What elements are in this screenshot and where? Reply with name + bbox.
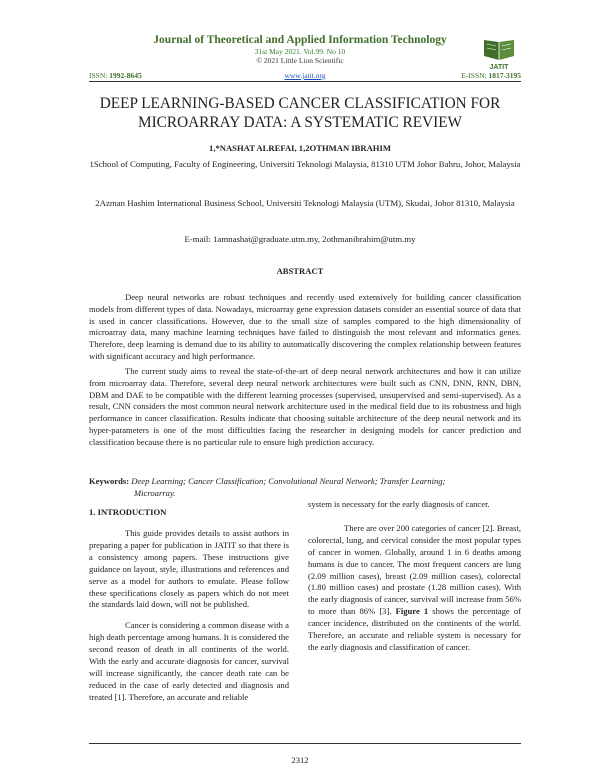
right-column [308, 499, 521, 663]
eissn: E-ISSN: 1817-3195 [461, 71, 521, 80]
paper-title: DEEP LEARNING-BASED CANCER CLASSIFICATION FOR MICROARRAY DATA: A SYSTEMATIC REVIEW [99, 95, 501, 131]
copyright: © 2021 Little Lion Scientific [256, 56, 344, 65]
email-line: E-mail: 1amnashat@graduate.utm.my, 2othmanibrahim@utm.my [184, 234, 416, 244]
keywords-text: Deep Learning; Cancer Classification; Convolutional Neural Network; Transfer Learning; [131, 476, 446, 486]
abstract-paragraph-2: The current study aims to reveal the state-of-the-art of deep neural network architectures and how it can utilize from microarray data. Therefore, several deep neural network architectures were built such as CNN, DNN, RNN, DBN, DBM and DAE to be compatible with the different learning processes (supervised, unsupervised and semi-supervised). As a result, CNN considers the most common neural network architecture used in the medical field due to its robustness and high performance in cancer classification. Results indicate that choosing suitable architecture of the deep neural network and its hyper-parameters is one of the most difficulties facing the researcher in designing models for cancer prediction and classification because there is no particular rule to ensure high prediction accuracy. [89, 366, 521, 447]
intro-paragraph-4: There are over 200 categories of cancer [2]. Breast, colorectal, lung, and cervical consider the most popular types of cancer in women. Globally, around 1 in 6 deaths among humans is due to cancer. The most frequent cancers are lung (2.09 million cases), breast (2.09 million cases), colorectal (1.80 million cases) and prostate (1.28 million cases). With the early diagnosis of cancer, survival will increase from 56% to more than 86% [3]. Figure 1 shows the percentage of cancer incidence, distributed on the continents of the world. Therefore, an accurate and reliable system is necessary for the early diagnosis and classification of cancer. [308, 522, 521, 652]
keywords-text-cont: Microarray. [134, 488, 176, 498]
book-logo-icon [480, 38, 518, 72]
issn: ISSN: 1992-8645 [89, 71, 142, 80]
abstract-paragraph-1: Deep neural networks are robust techniques and recently used extensively for building cancer classification models from different types of data. Nowadays, microarray gene expression datasets consider an essential source of data that is used in cancer classifications. However, due to the small size of samples compared to the high dimensionality of microarray data, many machine learning techniques have failed to distinguish the most relevant and informatics genes. Therefore, deep learning is demand due to its ability to automatically discovering the complex relationship between features with significant accuracy and high performance. [89, 292, 521, 361]
journal-title: Journal of Theoretical and Applied Information Technology [153, 34, 447, 46]
website-link[interactable]: www.jatit.org [284, 71, 326, 80]
figure-ref: Figure 1 [395, 606, 429, 617]
keywords-label: Keywords: [89, 476, 130, 486]
header-divider [89, 81, 521, 82]
intro-paragraph-1: This guide provides details to assist authors in preparing a paper for publication in JATIT so that there is a consistency among papers. These instructions give guidance on layout, style, illustrations and references and serve as a model for authors to emulate. Please follow these specifications closely as papers which do not meet the standards laid down, will not be published. [89, 528, 289, 610]
page-number: 2312 [291, 755, 309, 765]
jatit-logo [480, 38, 518, 72]
intro-paragraph-2: Cancer is considering a common disease with a high death percentage among humans. It is considered the second reason of death in all continents of the world. With the early and accurate diagnosis for cancer, survival will increase significantly, the cancer death rate can be reduced in the case of early detected and diagnosis and treated [1]. Therefore, an accurate and reliable [89, 620, 289, 702]
intro-paragraph-3: system is necessary for the early diagnosis of cancer. [308, 499, 490, 509]
footer-divider [89, 743, 521, 744]
left-column [89, 528, 289, 713]
logo-text: JATIT [489, 64, 509, 71]
keywords [89, 475, 521, 499]
section-heading: 1. INTRODUCTION [89, 507, 167, 517]
abstract-heading: ABSTRACT [276, 266, 324, 276]
issue-info: 31st May 2021. Vol.99. No 10 [254, 47, 346, 56]
affiliation-1: 1School of Computing, Faculty of Engineering, Universiti Teknologi Malaysia, 81310 UTM Johor Bahru, Johor, Malaysia [89, 159, 521, 169]
authors: 1,*NASHAT ALREFAI, 1,2OTHMAN IBRAHIM [209, 143, 391, 153]
affiliation-2: 2Azman Hashim International Business School, Universiti Teknologi Malaysia (UTM), Skudai, Johor 81310, Malaysia [95, 198, 515, 208]
